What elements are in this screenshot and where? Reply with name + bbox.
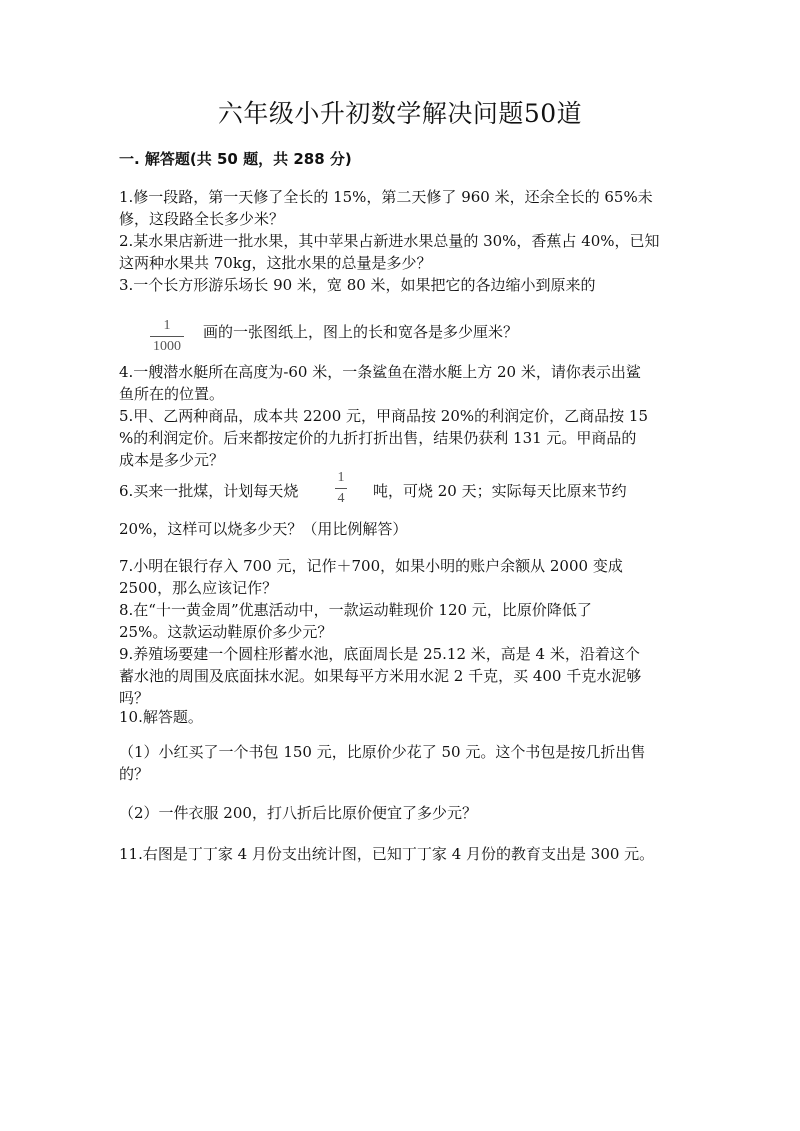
question-9-line-2: 蓄水池的周围及底面抹水泥。如果每平方米用水泥 2 千克，买 400 千克水泥够 — [119, 667, 642, 685]
fraction-denominator: 4 — [337, 491, 345, 506]
question-6-line-1-start: 6.买来一批煤，计划每天烧 — [119, 482, 299, 500]
question-2-line-2: 这两种水果共 70kg，这批水果的总量是多少？ — [119, 254, 432, 272]
fraction-bar — [150, 336, 184, 337]
question-7-line-1: 7.小明在银行存入 700 元，记作＋700，如果小明的账户余额从 2000 变成 — [119, 557, 623, 575]
question-5-line-2: %的利润定价。后来都按定价的九折打折出售，结果仍获利 131 元。甲商品的 — [119, 429, 637, 447]
question-5-line-1: 5.甲、乙两种商品，成本共 2200 元，甲商品按 20%的利润定价，乙商品按 15 — [119, 407, 648, 425]
fraction-1-4 — [335, 470, 347, 507]
question-1-line-2: 修，这段路全长多少米？ — [119, 210, 285, 228]
question-6-line-1-end: 吨，可烧 20 天；实际每天比原来节约 — [373, 482, 627, 500]
question-3-line-1: 3.一个长方形游乐场长 90 米，宽 80 米，如果把它的各边缩小到原来的 — [119, 276, 596, 294]
question-10-part-1-line-2: 的？ — [119, 765, 150, 783]
question-3-line-2: 画的一张图纸上，图上的长和宽各是多少厘米？ — [203, 323, 519, 341]
question-10-heading: 10.解答题。 — [119, 708, 203, 726]
fraction-denominator: 1000 — [153, 339, 181, 354]
fraction-numerator: 1 — [337, 470, 345, 485]
question-10-part-1-line-1: （1）小红买了一个书包 150 元，比原价少花了 50 元。这个书包是按几折出售 — [119, 743, 646, 761]
question-8-line-2: 25%。这款运动鞋原价多少元？ — [119, 623, 333, 641]
question-8-line-1: 8.在“十一黄金周”优惠活动中，一款运动鞋现价 120 元，比原价降低了 — [119, 601, 592, 619]
question-2-line-1: 2.某水果店新进一批水果，其中苹果占新进水果总量的 30%，香蕉占 40%，已知 — [119, 232, 660, 250]
fraction-bar — [335, 488, 347, 489]
question-10-part-2: （2）一件衣服 200，打八折后比原价便宜了多少元？ — [119, 804, 477, 822]
section-heading: 一. 解答题(共 50 题，共 288 分) — [119, 150, 352, 168]
page-title: 六年级小升初数学解决问题50道 — [217, 99, 583, 128]
question-6-line-2: 20%，这样可以烧多少天？（用比例解答） — [119, 520, 408, 538]
question-9-line-1: 9.养殖场要建一个圆柱形蓄水池，底面周长是 25.12 米，高是 4 米，沿着这个 — [119, 645, 640, 663]
fraction-numerator: 1 — [163, 318, 171, 333]
question-4-line-1: 4.一艘潜水艇所在高度为-60 米，一条鲨鱼在潜水艇上方 20 米，请你表示出鲨 — [119, 363, 641, 381]
question-11: 11.右图是丁丁家 4 月份支出统计图，已知丁丁家 4 月份的教育支出是 300 元。 — [119, 845, 655, 863]
question-5-line-3: 成本是多少元？ — [119, 451, 225, 469]
question-1-line-1: 1.修一段路，第一天修了全长的 15%，第二天修了 960 米，还余全长的 65%未 — [119, 188, 653, 206]
question-7-line-2: 2500，那么应该记作？ — [119, 579, 278, 597]
question-9-line-3: 吗？ — [119, 689, 150, 707]
fraction-1-1000 — [150, 318, 184, 355]
question-4-line-2: 鱼所在的位置。 — [119, 385, 225, 403]
